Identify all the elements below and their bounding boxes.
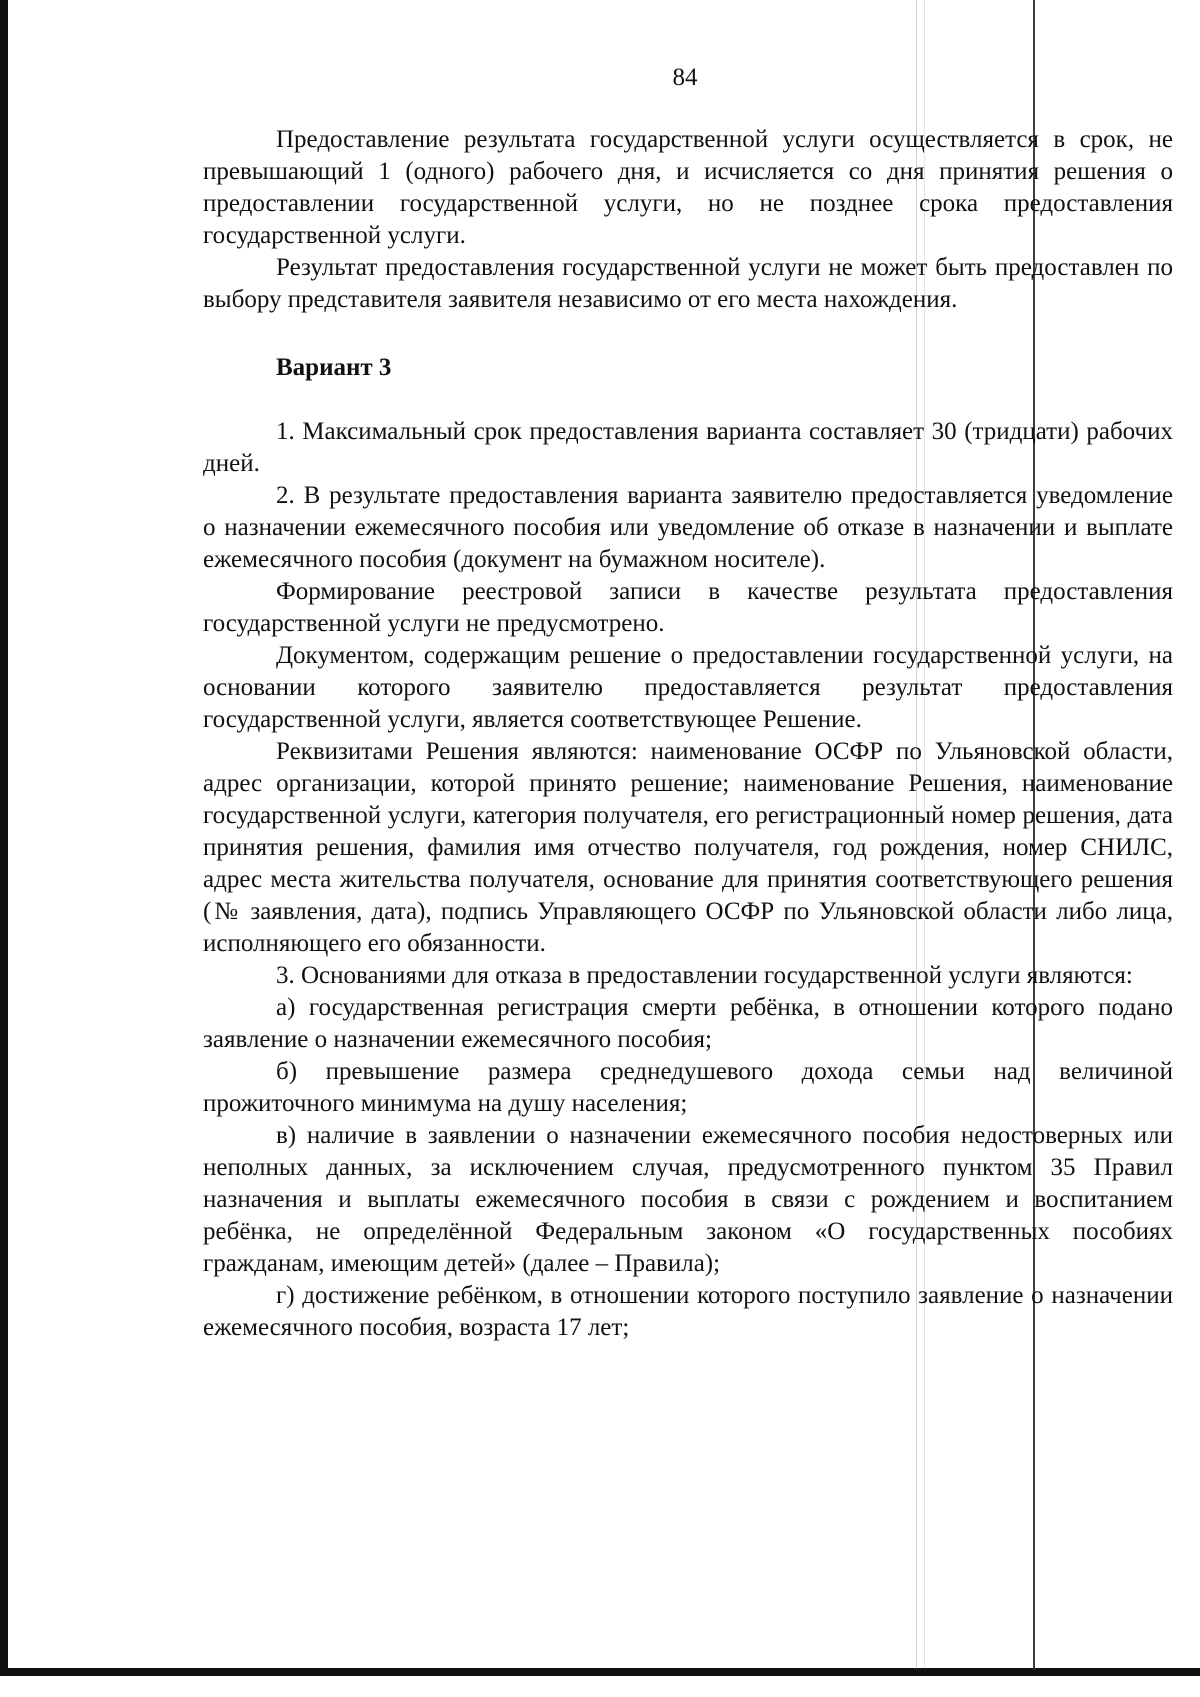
paragraph: 3. Основаниями для отказа в предоставлении государственной услуги являются:: [276, 962, 1133, 989]
scan-frame-bottom-edge: [0, 1668, 1200, 1676]
document-body: [203, 124, 1173, 1344]
section-heading: Вариант 3: [276, 354, 392, 381]
paragraph: Реквизитами Решения являются: наименование ОСФР по Ульяновской области, адрес организации, которой принято решение; наименование Решения, наименование государственной услуги, категория получателя, его регистрационный номер решения, дата принятия решения, фамилия имя отчество получателя, год рождения, номер СНИЛС, адрес места жительства получателя, основание для принятия соответствующего решения (№ заявления, дата), подпись Управляющего ОСФР по Ульяновской области либо лица, исполняющего его обязанности.: [203, 738, 1173, 957]
list-item: б) превышение размера среднедушевого дохода семьи над величиной прожиточного минимума на душу населения;: [203, 1058, 1173, 1117]
paragraph: 1. Максимальный срок предоставления варианта составляет 30 (тридцати) рабочих дней.: [203, 418, 1173, 477]
paragraph: Предоставление результата государственной услуги осуществляется в срок, не превышающий 1 (одного) рабочего дня, и исчисляется со дня принятия решения о предоставлении государственной услуги, но не позднее срока предоставления государственной услуги.: [203, 126, 1173, 249]
page-number: 84: [672, 64, 698, 91]
paragraph: Формирование реестровой записи в качестве результата предоставления государственной услуги не предусмотрено.: [203, 578, 1173, 637]
list-item: в) наличие в заявлении о назначении ежемесячного пособия недостоверных или неполных данных, за исключением случая, предусмотренного пунктом 35 Правил назначения и выплаты ежемесячного пособия в связи с рождением и воспитанием ребёнка, не определённой Федеральным законом «О государственных пособиях гражданам, имеющим детей» (далее – Правила);: [203, 1122, 1173, 1277]
list-item: г) достижение ребёнком, в отношении которого поступило заявление о назначении ежемесячного пособия, возраста 17 лет;: [203, 1282, 1173, 1341]
paragraph: 2. В результате предоставления варианта заявителю предоставляется уведомление о назначении ежемесячного пособия или уведомление об отказе в назначении и выплате ежемесячного пособия (документ на бумажном носителе).: [203, 482, 1173, 573]
paragraph: Документом, содержащим решение о предоставлении государственной услуги, на основании которого заявителю предоставляется результат предоставления государственной услуги, является соответствующее Решение.: [203, 642, 1173, 733]
list-item: а) государственная регистрация смерти ребёнка, в отношении которого подано заявление о назначении ежемесячного пособия;: [203, 994, 1173, 1053]
scan-frame-left-edge: [0, 0, 8, 1674]
paragraph: Результат предоставления государственной услуги не может быть предоставлен по выбору представителя заявителя независимо от его места нахождения.: [203, 254, 1173, 313]
